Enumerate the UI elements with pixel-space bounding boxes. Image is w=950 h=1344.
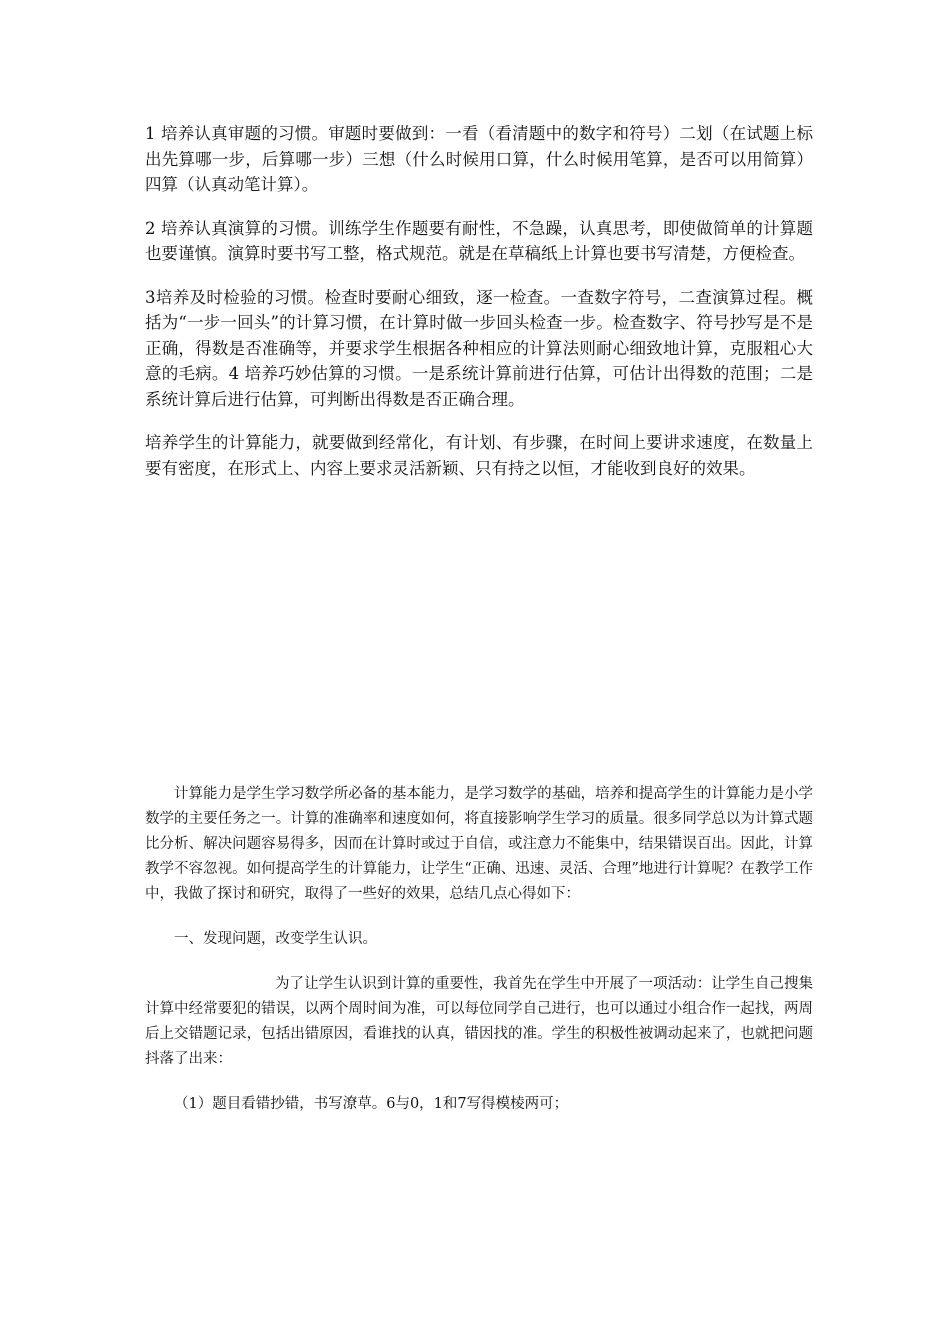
habit-paragraph-3: 3培养及时检验的习惯。检查时要耐心细致，逐一检查。一查数字符号，二查演算过程。概括为“一步一回头”的计算习惯，在计算时做一步回头检查一步。检查数字、符号抄写是不是正确，得数是否准确等，并要求学生根据各种相应的计算法则耐心细致地计算，克服粗心大意的毛病。4 培养巧妙估算的习惯。一是系统计算前进行估算，可估计出得数的范围；二是系统计算后进行估算，可判断出得数是否正确合理。: [145, 287, 813, 409]
list-item: （1）题目看错抄错，书写潦草。6与0，1和7写得模棱两可；: [174, 1096, 569, 1112]
section-heading: 一、发现问题，改变学生认识。: [174, 931, 377, 947]
activity-paragraph: 为了让学生认识到计算的重要性，我首先在学生中开展了一项活动：让学生自己搜集计算中经常要犯的错误，以两个周时间为准，可以每位同学自己进行，也可以通过小组合作一起找，两周后上交错题记录，包括出错原因，看谁找的认真，错因找的准。学生的积极性被调动起来了，也就把问题抖落了出来：: [145, 976, 813, 1067]
habit-paragraph-1: 1 培养认真审题的习惯。审题时要做到：一看（看清题中的数字和符号）二划（在试题上标出先算哪一步，后算哪一步）三想（什么时候用口算，什么时候用笔算，是否可以用简算）四算（认真动笔计算）。: [145, 124, 813, 194]
summary-paragraph: 培养学生的计算能力，就要做到经常化，有计划、有步骤，在时间上要讲求速度，在数量上要有密度，在形式上、内容上要求灵活新颖、只有持之以恒，才能收到良好的效果。: [145, 433, 813, 478]
habit-paragraph-2: 2 培养认真演算的习惯。训练学生作题要有耐性，不急躁，认真思考，即使做简单的计算题也要谨慎。演算时要书写工整，格式规范。就是在草稿纸上计算也要书写清楚，方便检查。: [145, 218, 813, 263]
top-section: [145, 121, 813, 481]
intro-paragraph: 计算能力是学生学习数学所必备的基本能力，是学习数学的基础，培养和提高学生的计算能力是小学数学的主要任务之一。计算的准确率和速度如何，将直接影响学生学习的质量。很多同学总以为计算式题比分析、解决问题容易得多，因而在计算时或过于自信，或注意力不能集中，结果错误百出。因此，计算教学不容忽视。如何提高学生的计算能力，让学生“正确、迅速、灵活、合理”地进行计算呢？在教学工作中，我做了探讨和研究，取得了一些好的效果，总结几点心得如下：: [145, 786, 813, 902]
bottom-section: [145, 782, 813, 1117]
